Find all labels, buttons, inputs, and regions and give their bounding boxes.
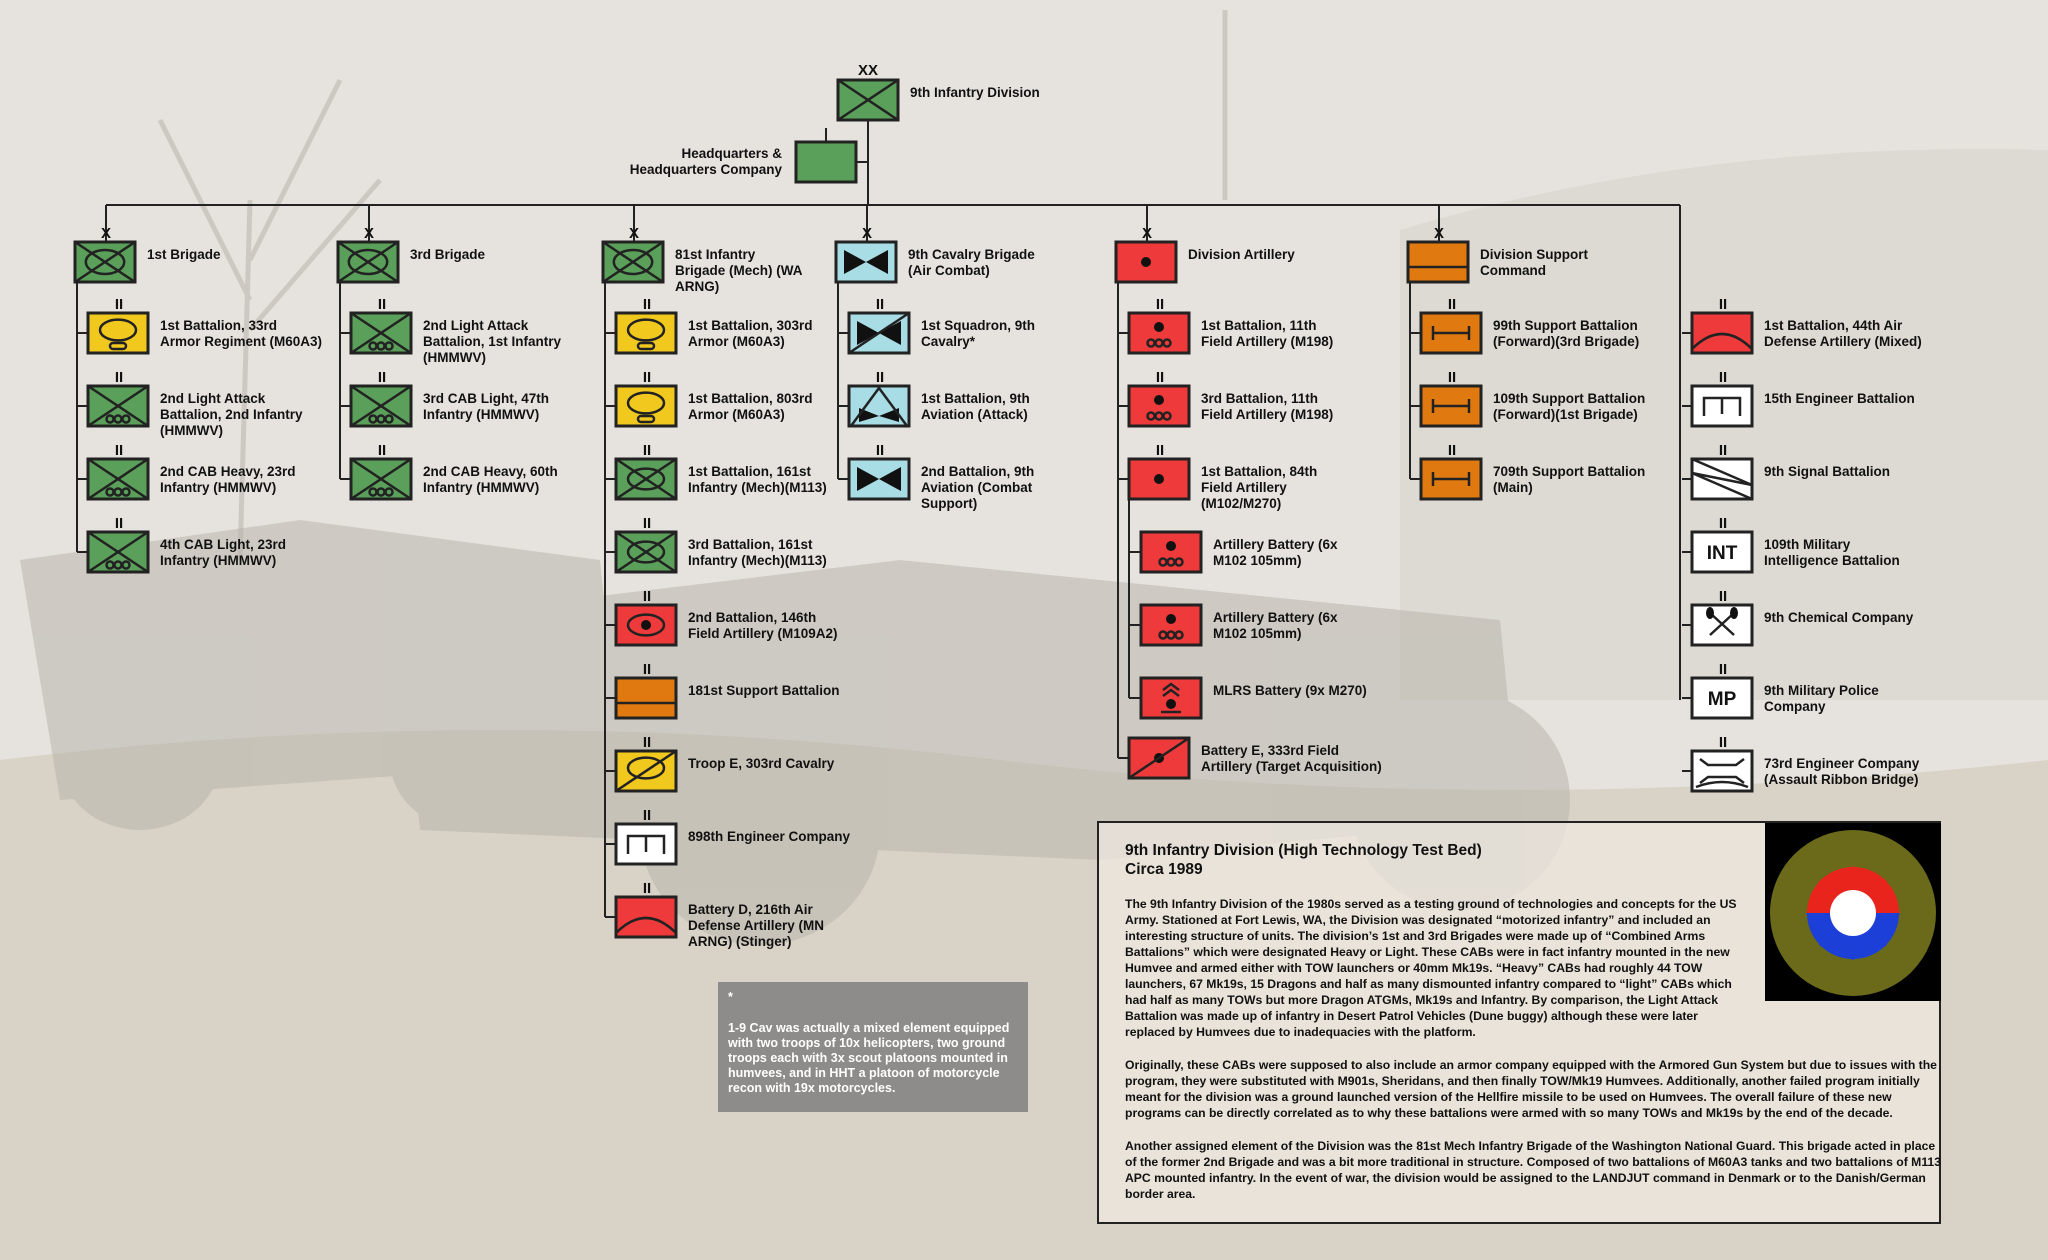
3rd-battalion-11th-field-artillery-m198-symbol (1129, 386, 1189, 426)
2nd-cab-heavy-60th-infantry-hmmwv-symbol (351, 459, 411, 499)
9th-cavalry-brigade-air-combat-symbol (836, 242, 896, 282)
col4-hq-echelon: X (1141, 225, 1153, 242)
col6-unit6-echelon: II (1718, 734, 1728, 751)
info-title-block (1125, 841, 1482, 879)
1st-battalion-9th-aviation-attack-label: 1st Battalion, 9th Aviation (Attack) (921, 391, 1030, 422)
2nd-cab-heavy-23rd-infantry-hmmwv-symbol (88, 459, 148, 499)
1st-battalion-11th-field-artillery-m198-symbol (1129, 313, 1189, 353)
info-subtitle: Circa 1989 (1125, 861, 1203, 878)
division-name: 9th Infantry Division (910, 85, 1040, 100)
3rd-cab-light-47th-infantry-hmmwv-label: 3rd CAB Light, 47th Infantry (HMMWV) (423, 391, 550, 422)
109th-military-intelligence-battalion-symbol (1692, 532, 1752, 572)
col6-unit5-echelon: II (1718, 661, 1728, 678)
3rd-battalion-161st-infantry-mech-m113-label: 3rd Battalion, 161st Infantry (Mech)(M113) (688, 537, 827, 568)
col0-unit1-echelon: II (114, 369, 124, 386)
col5-unit2-echelon: II (1447, 442, 1457, 459)
division-support-command-symbol (1408, 242, 1468, 282)
898th-engineer-company-label: 898th Engineer Company (688, 829, 851, 844)
1st-battalion-303rd-armor-m60a3-label: 1st Battalion, 303rd Armor (M60A3) (688, 318, 813, 349)
col3-hq-echelon: X (861, 225, 873, 242)
col5-unit1-echelon: II (1447, 369, 1457, 386)
1st-battalion-11th-field-artillery-m198-label: 1st Battalion, 11th Field Artillery (M198) (1201, 318, 1334, 349)
1st-battalion-161st-infantry-mech-m113-symbol (616, 459, 676, 499)
division-patch-icon (1765, 823, 1941, 1001)
footnote-box (718, 982, 1028, 1112)
division-echelon: XX (857, 62, 879, 79)
battery-d-216th-air-defense-artillery-mn-label: Battery D, 216th Air Defense Artillery (MN ARNG) (Stinger) (688, 902, 825, 949)
artillery-sub-1-label: Artillery Battery (6x M102 105mm) (1213, 610, 1338, 641)
3rd-brigade-label: 3rd Brigade (410, 247, 486, 262)
9th-cavalry-brigade-air-combat-label: 9th Cavalry Brigade (Air Combat) (908, 247, 1035, 278)
col2-unit0-echelon: II (642, 296, 652, 313)
battery-d-216th-air-defense-artillery-mn-symbol (616, 897, 676, 937)
col2-unit8-echelon: II (642, 880, 652, 897)
73rd-engineer-company-assault-ribbon-bri-label: 73rd Engineer Company (Assault Ribbon Bridge) (1764, 756, 1920, 787)
109th-support-battalion-forward-1st-brig-label: 109th Support Battalion (Forward)(1st Brigade) (1493, 391, 1646, 422)
col5-hq-echelon: X (1433, 225, 1445, 242)
col2-unit3-echelon: II (642, 515, 652, 532)
1st-squadron-9th-cavalry-symbol (849, 313, 909, 353)
9th-chemical-company-symbol (1692, 605, 1752, 645)
division-symbol (838, 80, 898, 120)
81st-infantry-brigade-mech-wa-arng-symbol (603, 242, 663, 282)
hq-label: Headquarters & Headquarters Company (629, 146, 782, 177)
hq-symbol (796, 142, 856, 182)
col1-unit1-echelon: II (377, 369, 387, 386)
1st-battalion-33rd-armor-regiment-m60a3-symbol (88, 313, 148, 353)
col0-unit0-echelon: II (114, 296, 124, 313)
svg-text:MP: MP (1707, 689, 1737, 710)
col6-unit3-echelon: II (1718, 515, 1728, 532)
2nd-battalion-9th-aviation-combat-suppor-label: 2nd Battalion, 9th Aviation (Combat Support) (921, 464, 1035, 511)
2nd-cab-heavy-60th-infantry-hmmwv-label: 2nd CAB Heavy, 60th Infantry (HMMWV) (423, 464, 558, 495)
3rd-battalion-11th-field-artillery-m198-label: 3rd Battalion, 11th Field Artillery (M198) (1201, 391, 1334, 422)
col3-unit1-echelon: II (875, 369, 885, 386)
709th-support-battalion-main-label: 709th Support Battalion (Main) (1493, 464, 1646, 495)
2nd-battalion-146th-field-artillery-m109-label: 2nd Battalion, 146th Field Artillery (M109A2) (688, 610, 838, 641)
col2-unit1-echelon: II (642, 369, 652, 386)
109th-military-intelligence-battalion-label: 109th Military Intelligence Battalion (1764, 537, 1900, 568)
1st-battalion-161st-infantry-mech-m113-label: 1st Battalion, 161st Infantry (Mech)(M113) (688, 464, 827, 495)
2nd-light-attack-battalion-1st-infantry--symbol (351, 313, 411, 353)
col1-hq-echelon: X (363, 225, 375, 242)
col4-unit2-echelon: II (1155, 442, 1165, 459)
col0-unit2-echelon: II (114, 442, 124, 459)
troop-e-303rd-cavalry-label: Troop E, 303rd Cavalry (688, 756, 835, 771)
col2-unit5-echelon: II (642, 661, 652, 678)
181st-support-battalion-label: 181st Support Battalion (688, 683, 840, 698)
division-support-command-label: Division Support Command (1480, 247, 1588, 278)
artillery-sub-0-label: Artillery Battery (6x M102 105mm) (1213, 537, 1338, 568)
col4-unit0-echelon: II (1155, 296, 1165, 313)
col5-unit0-echelon: II (1447, 296, 1457, 313)
col0-hq-echelon: X (100, 225, 112, 242)
1st-battalion-84th-field-artillery-m102--symbol (1129, 459, 1189, 499)
9th-signal-battalion-symbol (1692, 459, 1752, 499)
1st-battalion-803rd-armor-m60a3-label: 1st Battalion, 803rd Armor (M60A3) (688, 391, 813, 422)
1st-battalion-44th-air-defense-artillery-symbol (1692, 313, 1752, 353)
3rd-cab-light-47th-infantry-hmmwv-symbol (351, 386, 411, 426)
battery-e-333rd-field-artillery-target-a-label: Battery E, 333rd Field Artillery (Target Acquisition) (1201, 743, 1382, 774)
2nd-light-attack-battalion-2nd-infantry--label: 2nd Light Attack Battalion, 2nd Infantry (HMMWV) (160, 391, 303, 438)
artillery-sub-1-symbol (1141, 605, 1201, 645)
footnote-star: * (728, 990, 733, 1004)
col6-unit4-echelon: II (1718, 588, 1728, 605)
footnote-text: 1-9 Cav was actually a mixed element equipped with two troops of 10x helicopters, two ground troops each with 3x scout platoons mounted in humvees, and in HHT a platoon of motorcycle recon with 19x motorcycles. (728, 1021, 1010, 1095)
1st-battalion-9th-aviation-attack-symbol (849, 386, 909, 426)
181st-support-battalion-symbol (616, 678, 676, 718)
9th-military-police-company-label: 9th Military Police Company (1764, 683, 1879, 714)
col4-unit1-echelon: II (1155, 369, 1165, 386)
9th-military-police-company-symbol (1692, 678, 1752, 718)
81st-infantry-brigade-mech-wa-arng-label: 81st Infantry Brigade (Mech) (WA ARNG) (675, 247, 803, 294)
9th-signal-battalion-label: 9th Signal Battalion (1764, 464, 1891, 479)
1st-battalion-803rd-armor-m60a3-symbol (616, 386, 676, 426)
division-artillery-label: Division Artillery (1188, 247, 1295, 262)
artillery-sub-2-symbol (1141, 678, 1201, 718)
col6-unit2-echelon: II (1718, 442, 1728, 459)
info-paragraph-1: The 9th Infantry Division of the 1980s served as a testing ground of technologies and concepts for the US Army. Stationed at Fort Lewis, WA, the Division was designated “motorized infantry” and included an interesting structure of units. The division’s 1st and 3rd Brigades were made up of “Combined Arms Battalions” which were designated Heavy or Light. These CABs were in fact infantry mounted in the new Humvee and armed either with TOW launchers or 40mm Mk19s. “Heavy” CABs had roughly 44 TOW launchers, 67 Mk19s, 15 Dragons and half as many dismounted infantry compared to “light” CABs which had half as many TOWs but more Dragon ATGMs, Mk19s and Infantry. By comparison, the Light Attack Battalion was made up of infantry in Desert Patrol Vehicles (Dune buggy) although these were later replaced by Humvees due to inadequacies with the platform. (1125, 897, 1737, 1039)
svg-text:INT: INT (1706, 543, 1738, 564)
4th-cab-light-23rd-infantry-hmmwv-label: 4th CAB Light, 23rd Infantry (HMMWV) (160, 537, 287, 568)
109th-support-battalion-forward-1st-brig-symbol (1421, 386, 1481, 426)
2nd-battalion-146th-field-artillery-m109-symbol (616, 605, 676, 645)
info-paragraph-2: Originally, these CABs were supposed to also include an armor company equipped with the Armored Gun System but due to issues with the program, they were substituted with M901s, Sheridans, and then finally TOW/Mk19 Humvees. Additionally, another failed program initially meant for the division was a ground launched version of the Hellfire missile to be used on Humvees. The overall failure of these new programs can be directly correlated as to why these battalions were armed with so many TOWs and Mk19s by the end of the decade. (1125, 1058, 1937, 1120)
1st-battalion-44th-air-defense-artillery-label: 1st Battalion, 44th Air Defense Artillery (Mixed) (1764, 318, 1922, 349)
col1-unit2-echelon: II (377, 442, 387, 459)
15th-engineer-battalion-label: 15th Engineer Battalion (1764, 391, 1915, 406)
col3-unit2-echelon: II (875, 442, 885, 459)
3rd-brigade-symbol (338, 242, 398, 282)
99th-support-battalion-forward-3rd-briga-label: 99th Support Battalion (Forward)(3rd Brigade) (1493, 318, 1640, 349)
1st-battalion-33rd-armor-regiment-m60a3-label: 1st Battalion, 33rd Armor Regiment (M60A3) (160, 318, 323, 349)
2nd-light-attack-battalion-1st-infantry--label: 2nd Light Attack Battalion, 1st Infantry (HMMWV) (423, 318, 562, 365)
2nd-light-attack-battalion-2nd-infantry--symbol (88, 386, 148, 426)
info-title: 9th Infantry Division (High Technology Test Bed) (1125, 842, 1482, 859)
1st-battalion-303rd-armor-m60a3-symbol (616, 313, 676, 353)
1st-squadron-9th-cavalry-label: 1st Squadron, 9th Cavalry* (921, 318, 1036, 349)
col1-unit0-echelon: II (377, 296, 387, 313)
col0-unit3-echelon: II (114, 515, 124, 532)
73rd-engineer-company-assault-ribbon-bri-symbol (1692, 751, 1752, 791)
99th-support-battalion-forward-3rd-briga-symbol (1421, 313, 1481, 353)
col3-unit0-echelon: II (875, 296, 885, 313)
col2-unit7-echelon: II (642, 807, 652, 824)
1st-brigade-label: 1st Brigade (147, 247, 221, 262)
3rd-battalion-161st-infantry-mech-m113-symbol (616, 532, 676, 572)
battery-e-333rd-field-artillery-target-a-symbol (1129, 738, 1189, 778)
col6-unit1-echelon: II (1718, 369, 1728, 386)
info-paragraph-3: Another assigned element of the Division was the 81st Mech Infantry Brigade of the Washington National Guard. This brigade acted in place of the former 2nd Brigade and was a bit more traditional in structure. Composed of two battalions of M60A3 tanks and two battalions of M113 APC mounted infantry. In the event of war, the division would be assigned to the LANDJUT command in Denmark or to the Danish/German border area. (1125, 1139, 1941, 1201)
2nd-battalion-9th-aviation-combat-suppor-symbol (849, 459, 909, 499)
col2-unit2-echelon: II (642, 442, 652, 459)
artillery-sub-2-label: MLRS Battery (9x M270) (1213, 683, 1367, 698)
1st-battalion-84th-field-artillery-m102--label: 1st Battalion, 84th Field Artillery (M102/M270) (1201, 464, 1318, 511)
troop-e-303rd-cavalry-symbol (616, 751, 676, 791)
9th-chemical-company-label: 9th Chemical Company (1764, 610, 1914, 625)
898th-engineer-company-symbol (616, 824, 676, 864)
col2-unit6-echelon: II (642, 734, 652, 751)
2nd-cab-heavy-23rd-infantry-hmmwv-label: 2nd CAB Heavy, 23rd Infantry (HMMWV) (160, 464, 296, 495)
col6-unit0-echelon: II (1718, 296, 1728, 313)
col2-unit4-echelon: II (642, 588, 652, 605)
info-panel (1097, 821, 1941, 1224)
col2-hq-echelon: X (628, 225, 640, 242)
division-artillery-symbol (1116, 242, 1176, 282)
artillery-sub-0-symbol (1141, 532, 1201, 572)
15th-engineer-battalion-symbol (1692, 386, 1752, 426)
709th-support-battalion-main-symbol (1421, 459, 1481, 499)
4th-cab-light-23rd-infantry-hmmwv-symbol (88, 532, 148, 572)
1st-brigade-symbol (75, 242, 135, 282)
